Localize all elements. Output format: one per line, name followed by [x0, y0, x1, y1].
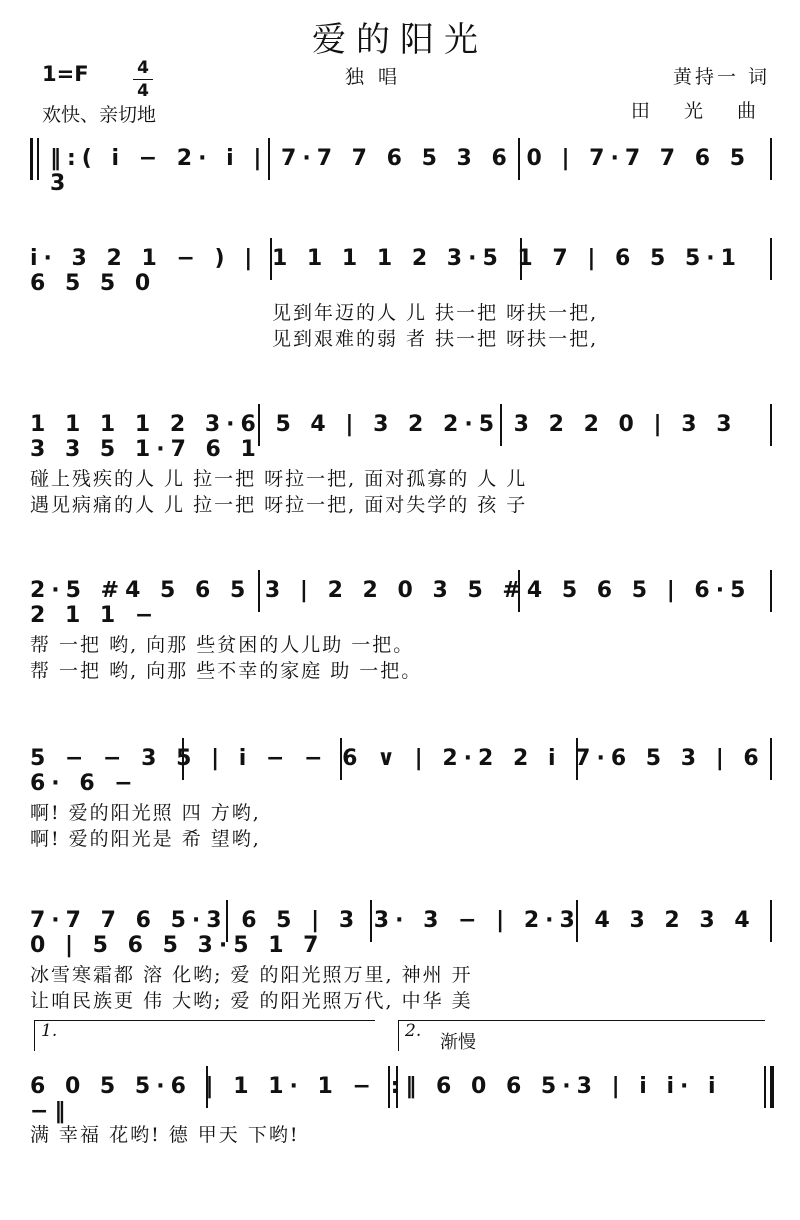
lyrics-verse-2: 帮 一把 哟, 向那 些不幸的家庭 助 一把。	[30, 660, 423, 682]
song-title: 爱的阳光	[312, 20, 488, 60]
notes-row	[30, 394, 770, 462]
lyrics-verse-2: 啊! 爱的阳光是 希 望哟,	[30, 828, 261, 850]
first-ending	[34, 1020, 375, 1051]
lyrics-verse-2: 让咱民族更 伟 大哟; 爱 的阳光照万代, 中华 美	[30, 990, 473, 1012]
barline	[770, 238, 772, 280]
notes-row	[30, 1056, 770, 1124]
tempo-change: 渐慢	[440, 1032, 476, 1053]
jianpu-notes: 7·7 7 6 5·3 6 5 | 3 3· 3 − | 2·3 4 3 2 3 4 0 | 5 6 5 3·5 1 7	[30, 908, 756, 958]
barline	[770, 900, 772, 942]
jianpu-notes: 5 − − 3 5 | i − − 6 ∨ | 2·2 2 i 7·6 5 3 | 6 6· 6 −	[30, 746, 765, 796]
second-ending-number: 2.	[405, 1021, 422, 1041]
time-signature-rule	[133, 79, 153, 80]
repeat-start-barline	[30, 138, 33, 180]
barline	[770, 570, 772, 612]
time-signature-bottom: 4	[137, 81, 149, 101]
lyrics-verse-1: 帮 一把 哟, 向那 些贫困的人儿助 一把。	[30, 634, 415, 656]
lyrics-verse-1: 冰雪寒霜都 溶 化哟; 爱 的阳光照万里, 神州 开	[30, 964, 473, 986]
notes-row	[30, 228, 770, 296]
system-7	[0, 1020, 800, 1220]
jianpu-notes: i· 3 2 1 − ) | 1 1 1 1 2 3·5 1 7 | 6 5 5·1 6 5 5 0	[30, 246, 742, 296]
lyrics-verse-1: 啊! 爱的阳光照 四 方哟,	[30, 802, 261, 824]
time-signature	[133, 58, 153, 101]
jianpu-notes: 1 1 1 1 2 3·6 5 4 | 3 2 2·5 3 2 2 0 | 3 3 3 3 5 1·7 6 1	[30, 412, 738, 462]
lyrics-verse-2: 遇见病痛的人 儿 拉一把 呀拉一把, 面对失学的 孩 子	[30, 494, 528, 516]
lyrics-verse-1: 碰上残疾的人 儿 拉一把 呀拉一把, 面对孤寡的 人 儿	[30, 468, 528, 490]
final-barline-thick	[770, 1066, 774, 1108]
first-ending-number: 1.	[41, 1021, 58, 1041]
notes-row	[30, 728, 770, 796]
lyricist-credit: 黄持一 词	[672, 66, 770, 88]
lyrics-verse-1: 满 幸福 花哟! 德 甲天 下哟!	[30, 1124, 300, 1146]
time-signature-top: 4	[137, 58, 149, 78]
barline	[770, 404, 772, 446]
key-signature: 1=F	[42, 62, 89, 86]
notes-row	[30, 560, 770, 628]
composer-credit: 田 光 曲	[630, 100, 770, 122]
barline	[37, 138, 39, 180]
jianpu-notes: 6 0 5 5·6 | 1 1· 1 − :‖ 6 0 6 5·3 | i i· i −‖	[30, 1074, 722, 1124]
jianpu-notes: ‖:( i − 2· i | 7·7 7 6 5 3 6 0 | 7·7 7 6 5 3	[50, 146, 752, 196]
jianpu-notes: 2·5 #4 5 6 5 3 | 2 2 0 3 5 #4 5 6 5 | 6·5 2 1 1 −	[30, 578, 752, 628]
tempo-marking: 欢快、亲切地	[42, 104, 157, 126]
barline	[770, 738, 772, 780]
notes-row	[30, 128, 770, 196]
barline	[770, 138, 772, 180]
lyrics-verse-1: 见到年迈的人 儿 扶一把 呀扶一把,	[272, 302, 599, 324]
performance-type: 独唱	[345, 66, 412, 88]
lyrics-verse-2: 见到艰难的弱 者 扶一把 呀扶一把,	[272, 328, 599, 350]
notes-row	[30, 890, 770, 958]
